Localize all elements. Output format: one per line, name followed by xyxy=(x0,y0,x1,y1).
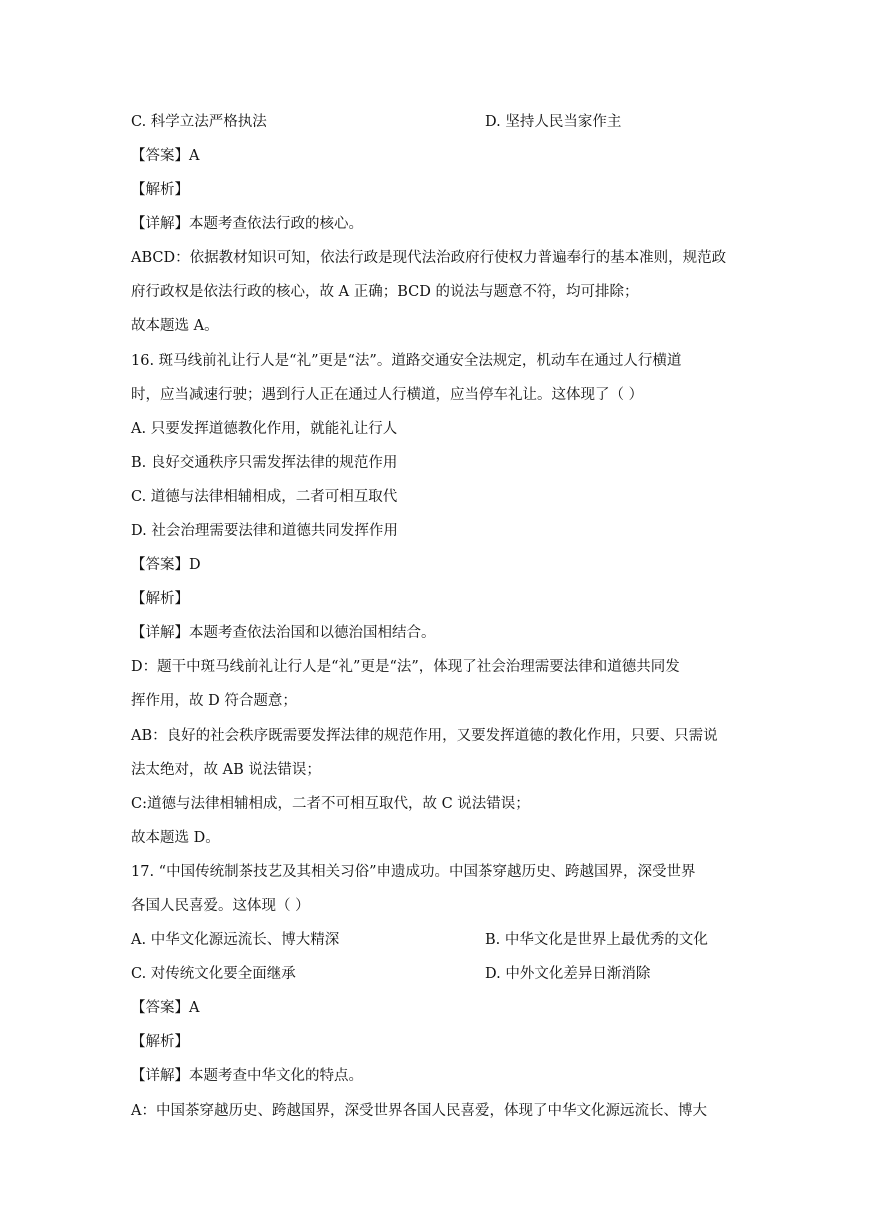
q15-detail: 【详解】本题考查依法行政的核心。 xyxy=(131,216,363,232)
q16-analysis-heading: 【解析】 xyxy=(131,591,189,607)
q17-option-a: A. 中华文化源远流长、博大精深 xyxy=(131,932,340,948)
q16-option-c: C. 道德与法律相辅相成，二者可相互取代 xyxy=(131,489,398,505)
q15-conclusion: 故本题选 A。 xyxy=(131,318,219,334)
q17-analysis-heading: 【解析】 xyxy=(131,1034,189,1050)
q15-option-d: D. 坚持人民当家作主 xyxy=(485,114,622,130)
q16-detail: 【详解】本题考查依法治国和以德治国相结合。 xyxy=(131,625,436,641)
q17-option-c: C. 对传统文化要全面继承 xyxy=(131,966,296,982)
q16-answer: 【答案】D xyxy=(131,557,201,573)
q15-option-c: C. 科学立法严格执法 xyxy=(131,114,267,130)
q17-stem-line2: 各国人民喜爱。这体现（ ） xyxy=(131,898,310,914)
q16-explanation-c: C:道德与法律相辅相成，二者不可相互取代，故 C 说法错误； xyxy=(131,796,530,812)
q16-conclusion: 故本题选 D。 xyxy=(131,830,220,846)
q17-option-d: D. 中外文化差异日渐消除 xyxy=(485,966,651,982)
q16-explanation-ab-line2: 法太绝对，故 AB 说法错误； xyxy=(131,762,321,778)
q15-explanation-line2: 府行政权是依法行政的核心，故 A 正确；BCD 的说法与题意不符，均可排除； xyxy=(131,284,639,300)
q15-answer: 【答案】A xyxy=(131,148,200,164)
q15-analysis-heading: 【解析】 xyxy=(131,182,189,198)
q16-stem-line2: 时，应当减速行驶；遇到行人正在通过人行横道，应当停车礼让。这体现了（ ） xyxy=(131,387,644,403)
q16-option-d: D. 社会治理需要法律和道德共同发挥作用 xyxy=(131,523,398,539)
q15-explanation-line1: ABCD：依据教材知识可知，依法行政是现代法治政府行使权力普遍奉行的基本准则，规范政 xyxy=(131,250,727,266)
q17-stem-line1: 17. “中国传统制茶技艺及其相关习俗”申遗成功。中国茶穿越历史、跨越国界，深受世界 xyxy=(131,864,696,880)
q17-detail: 【详解】本题考查中华文化的特点。 xyxy=(131,1068,363,1084)
q17-option-b: B. 中华文化是世界上最优秀的文化 xyxy=(485,932,708,948)
q16-explanation-d-line1: D：题干中斑马线前礼让行人是“礼”更是“法”，体现了社会治理需要法律和道德共同发 xyxy=(131,659,680,675)
q16-option-b: B. 良好交通秩序只需发挥法律的规范作用 xyxy=(131,455,398,471)
q17-explanation-a-line1: A：中国茶穿越历史、跨越国界，深受世界各国人民喜爱，体现了中华文化源远流长、博大 xyxy=(131,1103,707,1119)
q16-explanation-ab-line1: AB：良好的社会秩序既需要发挥法律的规范作用，又要发挥道德的教化作用，只要、只需说 xyxy=(131,728,718,744)
q17-answer: 【答案】A xyxy=(131,1000,200,1016)
q16-explanation-d-line2: 挥作用，故 D 符合题意； xyxy=(131,693,297,709)
q16-option-a: A. 只要发挥道德教化作用，就能礼让行人 xyxy=(131,421,398,437)
q16-stem-line1: 16. 斑马线前礼让行人是“礼”更是“法”。道路交通安全法规定，机动车在通过人行横道 xyxy=(131,353,682,369)
